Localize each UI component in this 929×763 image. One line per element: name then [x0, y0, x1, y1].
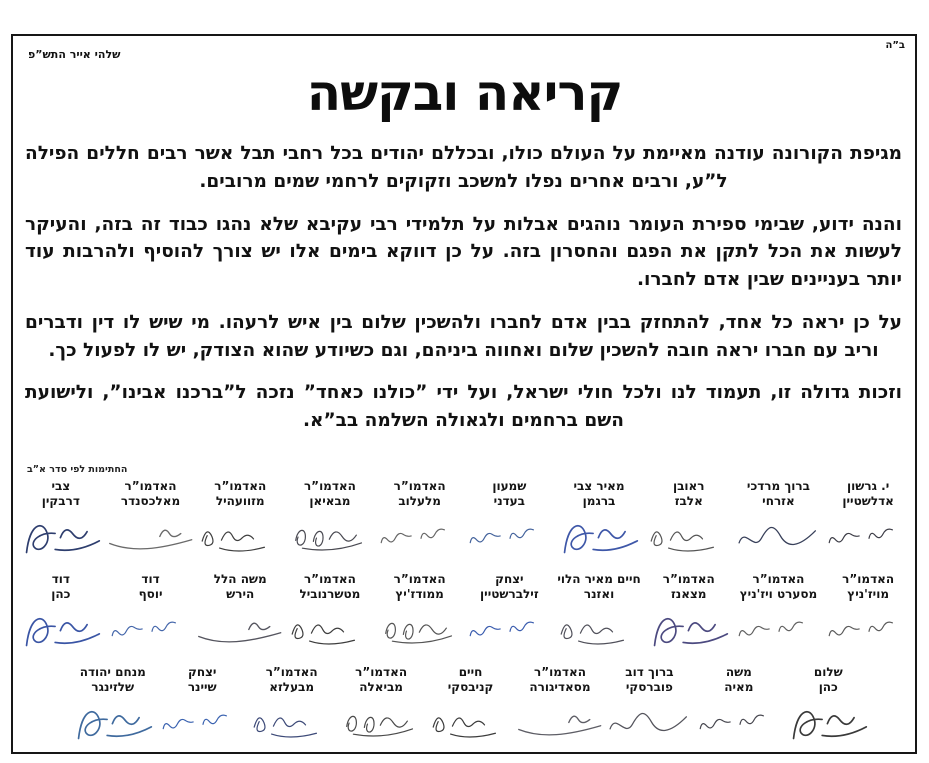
signature-scribble	[105, 603, 196, 655]
signature-block	[464, 572, 554, 660]
signer-name	[214, 572, 267, 602]
signer-name-line1: האדמו”ר	[303, 572, 356, 586]
signer-name	[740, 572, 817, 602]
signature-scribble	[553, 510, 645, 563]
signer-name	[747, 479, 810, 509]
signer-name-line1: האדמו”ר	[303, 479, 356, 493]
signer-name-line2: בעדני	[493, 494, 525, 508]
signer-name-line2: מבאיאן	[309, 494, 351, 508]
signature-scribble	[195, 605, 285, 654]
signature-scribble	[285, 605, 374, 652]
signature-block	[68, 665, 157, 753]
signature-block	[247, 665, 336, 753]
signature-block	[16, 479, 106, 567]
signature-block	[784, 665, 873, 753]
signer-name-line2: הירש	[226, 587, 255, 601]
signer-name-line2: מאיה	[724, 680, 754, 694]
signature-scribble	[822, 603, 914, 655]
signature-block	[285, 479, 375, 567]
signature-scribble	[67, 696, 159, 749]
signature-scribble	[604, 698, 694, 747]
signer-name-line2: שיינר	[187, 680, 217, 694]
signature-row	[16, 572, 913, 660]
signature-block	[554, 479, 644, 567]
signature-block	[195, 572, 285, 660]
signer-name-line2: יוסף	[138, 587, 163, 601]
signature-scribble	[247, 698, 336, 745]
signer-name	[51, 572, 70, 602]
signer-name	[625, 665, 673, 695]
signer-name	[673, 479, 705, 509]
signer-name-line2: כהן	[818, 680, 838, 694]
signer-name-line2: מאלכסנדר	[120, 494, 181, 508]
signature-scribble	[554, 605, 643, 652]
signature-scribble	[426, 698, 515, 745]
signer-name-line1: יצחק	[188, 665, 217, 679]
signature-block	[16, 572, 106, 660]
signer-name-line1: משה הלל	[213, 572, 267, 586]
signer-name-line1: האדמו”ר	[393, 479, 446, 493]
body-paragraph: והנה ידוע, שבימי ספירת העומר נוהגים אבלות על תלמידי רבי עקיבא שלא נהגו כבוד זה בזה, והעיקר לעשות את הכל לתקן את הפגם והחסרון בזה. על כן דווקא בימים אלו יש צורך להוסיף ולהרבות עוד יותר בעניינים שבין אדם לחברו.	[25, 213, 902, 290]
signer-name-line1: חיים	[458, 665, 483, 679]
signature-block	[336, 665, 425, 753]
signer-name	[214, 479, 266, 509]
signer-name	[842, 572, 894, 602]
signer-name	[139, 572, 163, 602]
signature-scribble	[515, 698, 605, 747]
signer-name-line2: מויז'ניץ	[847, 587, 889, 601]
signer-name-line2: מסערט ויז'ניץ	[739, 587, 818, 601]
signer-name-line2: מטשרנוביל	[299, 587, 361, 601]
signature-row	[68, 665, 873, 753]
body-paragraph: מגיפת הקורונה עודנה מאיימת על העולם כולו, ובכללם יהודים בכל רחבי תבל אשר רבים חללים הפילה ל”ע, ורבים אחרים נפלו למשכב וזקוקים לרחמי שמים מרובים.	[25, 143, 902, 192]
signer-name	[842, 479, 894, 509]
signer-name	[492, 479, 526, 509]
signer-name-line1: מאיר צבי	[573, 479, 625, 493]
body-paragraph: על כן יראה כל אחד, להתחזק בבין אדם לחברו ולהשכין שלום בין איש לרעהו. מי שיש לו דין ודברים וריב עם חברו יראה חובה להשכין שלום ואחווה ביניהם, וגם כשיודע שהוא הצודק, יש לו לפעול כך.	[25, 311, 902, 361]
signature-block	[464, 479, 554, 567]
signer-name-line1: שלום	[813, 665, 843, 679]
signer-name-line2: אלבז	[674, 494, 703, 508]
signer-name-line2: מצאנז	[670, 587, 707, 601]
signer-name-line1: האדמו”ר	[214, 479, 267, 493]
page-title: קריאה ובקשה	[306, 64, 623, 122]
signer-name	[80, 665, 146, 695]
signer-name-line2: מבעלזא	[269, 680, 315, 694]
signature-block	[106, 479, 196, 567]
signer-name-line1: יצחק	[495, 572, 524, 586]
signature-block	[644, 479, 734, 567]
signer-name-line1: האדמו”ר	[355, 665, 408, 679]
signer-name	[121, 479, 180, 509]
signature-block	[515, 665, 604, 753]
signature-block	[158, 665, 247, 753]
signer-name	[574, 479, 625, 509]
signature-block	[195, 479, 285, 567]
signer-name-line1: שמעון	[492, 479, 527, 493]
signature-block	[605, 665, 694, 753]
signature-block	[106, 572, 196, 660]
signature-block	[823, 479, 913, 567]
signature-block	[554, 572, 644, 660]
signer-name-line1: האדמו”ר	[393, 572, 446, 586]
signer-name-line2: ברגמן	[582, 494, 616, 508]
signature-block	[375, 479, 465, 567]
signer-name-line2: אזרחי	[762, 494, 795, 508]
signer-name	[448, 665, 494, 695]
signature-scribble	[285, 512, 374, 559]
signature-scribble	[693, 696, 785, 748]
signature-scribble	[15, 510, 107, 563]
signer-name-line1: ברוך דוב	[625, 665, 674, 679]
signature-scribble	[464, 603, 556, 655]
signer-name-line1: דוד	[141, 572, 160, 586]
signer-name	[394, 572, 446, 602]
signer-name	[663, 572, 715, 602]
signature-scribble	[822, 510, 914, 562]
signature-block	[375, 572, 465, 660]
signer-name-line1: האדמו”ר	[533, 665, 586, 679]
signer-name	[188, 665, 217, 695]
signer-name-line2: כהן	[51, 587, 71, 601]
signature-scribble	[105, 512, 195, 561]
date-note: שלהי אייר התש”פ	[28, 48, 121, 61]
signer-name-line2: מזוועהיל	[215, 494, 265, 508]
signature-block	[734, 479, 824, 567]
signature-scribble	[644, 512, 733, 559]
signature-scribble	[15, 603, 107, 656]
signature-scribble	[195, 512, 284, 559]
signer-name-line1: ראובן	[672, 479, 705, 493]
signer-name-line1: האדמו”ר	[124, 479, 177, 493]
body-text	[25, 140, 902, 450]
signature-scribble	[733, 603, 825, 655]
signer-name-line2: מלעלוב	[398, 494, 441, 508]
signer-name	[724, 665, 753, 695]
signer-name-line2: ממודז'יץ	[395, 587, 444, 601]
signer-name	[557, 572, 640, 602]
signer-name	[266, 665, 318, 695]
signature-scribble	[336, 698, 425, 745]
signer-name-line1: ברוך מרדכי	[746, 479, 810, 493]
signature-scribble	[782, 696, 874, 749]
signatures-sort-note: החתימות לפי סדר א”ב	[27, 464, 128, 475]
signer-name-line1: האדמו”ר	[752, 572, 805, 586]
signature-block	[734, 572, 824, 660]
signature-block	[694, 665, 783, 753]
signer-name-line2: מביאלה	[359, 680, 403, 694]
signer-name-line1: דוד	[51, 572, 70, 586]
signer-name	[300, 572, 361, 602]
signer-name-line1: צבי	[51, 479, 71, 493]
signer-name-line2: ואזנר	[583, 587, 615, 601]
signature-scribble	[374, 510, 466, 562]
signer-name-line1: משה	[725, 665, 752, 679]
signer-name	[355, 665, 407, 695]
signer-name-line2: שלזינגר	[91, 680, 135, 694]
signer-name	[814, 665, 843, 695]
signer-name-line2: מסאדיגורה	[529, 680, 591, 694]
signer-name-line2: קניבסקי	[447, 680, 494, 694]
signer-name	[394, 479, 446, 509]
signer-name-line2: דרבקין	[41, 494, 80, 508]
signer-name-line1: י. גרשון	[847, 479, 890, 493]
signer-name-line1: האדמו”ר	[842, 572, 895, 586]
signature-block	[823, 572, 913, 660]
signature-row	[16, 479, 913, 567]
signature-scribble	[464, 510, 556, 562]
body-paragraph: וזכות גדולה זו, תעמוד לנו ולכל חולי ישראל, ועל ידי ”כולנו כאחד” נזכה ל”ברכנו אבינו”, ולישועת השם ברחמים ולגאולה השלמה בב”א.	[25, 382, 902, 431]
signer-name	[42, 479, 80, 509]
signature-block	[285, 572, 375, 660]
signature-scribble	[375, 605, 464, 652]
signer-name-line1: האדמו”ר	[265, 665, 318, 679]
signer-name-line2: פוברסקי	[625, 680, 673, 694]
signer-name	[529, 665, 590, 695]
signature-scribble	[733, 512, 823, 561]
signer-name-line1: האדמו”ר	[662, 572, 715, 586]
signer-name-line2: זילברשטיין	[480, 587, 539, 601]
bsd-note: ב”ה	[885, 40, 905, 51]
signer-name-line1: מנחם יהודה	[79, 665, 146, 679]
signature-scribble	[643, 603, 735, 656]
signer-name	[480, 572, 539, 602]
signature-scribble	[156, 696, 248, 748]
signature-rows	[16, 479, 913, 758]
signature-block	[426, 665, 515, 753]
signer-name	[304, 479, 356, 509]
signer-name-line2: אדלשטיין	[842, 494, 894, 508]
signer-name-line1: חיים מאיר הלוי	[557, 572, 641, 586]
signature-block	[644, 572, 734, 660]
